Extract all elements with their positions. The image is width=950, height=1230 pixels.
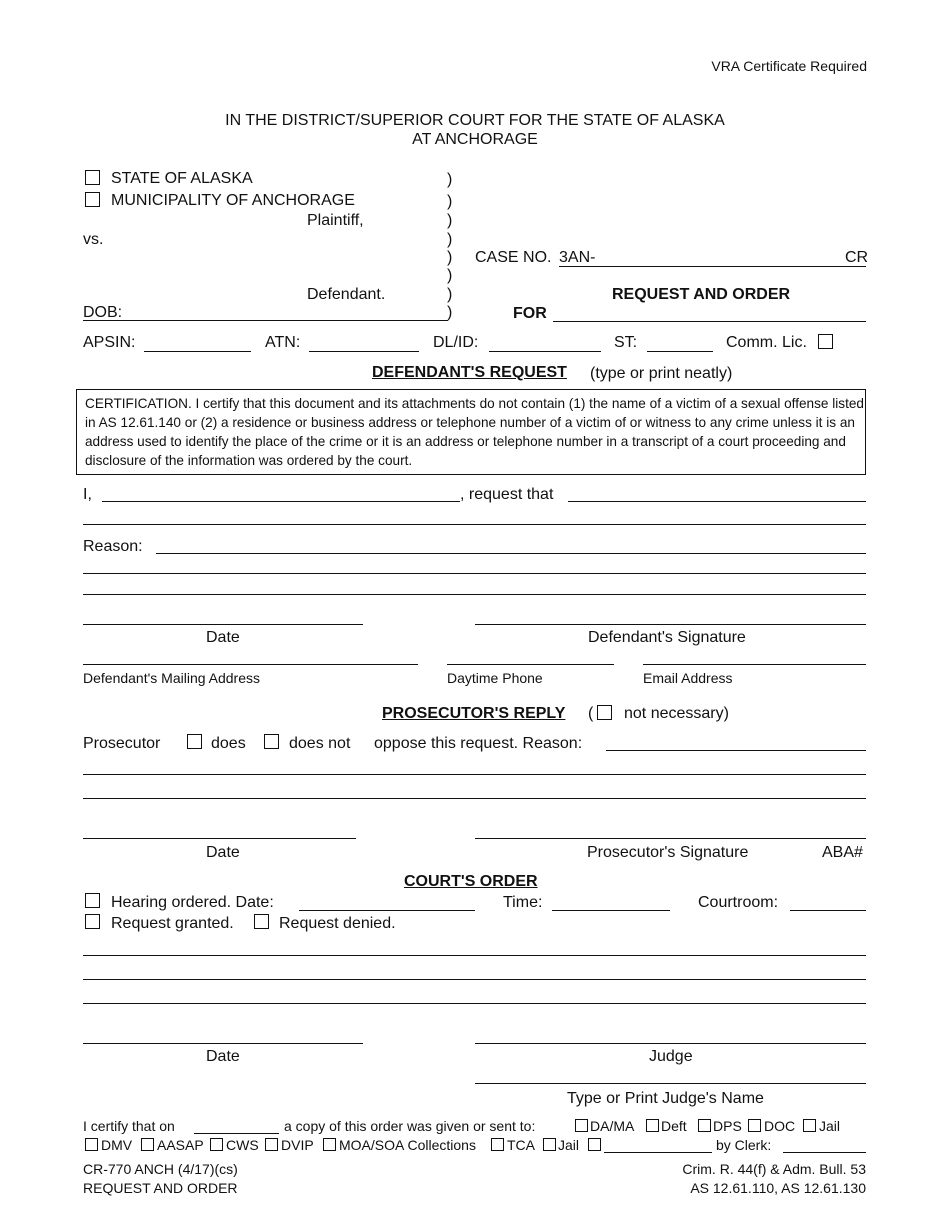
i-label: I, [83,486,92,503]
aasap-label: AASAP [157,1137,204,1153]
dmv-checkbox[interactable] [85,1138,98,1151]
prosecutor-date-label: Date [206,844,240,861]
hearing-time-line[interactable] [552,910,670,911]
certify-on-label: I certify that on [83,1118,175,1134]
reason-line[interactable] [83,594,866,595]
statute-reference: AS 12.61.110, AS 12.61.130 [690,1180,866,1196]
da-ma-label: DA/MA [590,1118,635,1134]
reason-line[interactable] [83,573,866,574]
footer-form-title: REQUEST AND ORDER [83,1180,238,1196]
clerk-line[interactable] [783,1152,866,1153]
case-no-suffix: CR [845,249,869,266]
judge-name-line[interactable] [475,1083,866,1084]
court-date-label: Date [206,1048,240,1065]
request-continuation-line[interactable] [83,524,866,525]
judge-signature-line[interactable] [475,1043,866,1044]
caption-paren: ) [447,267,453,284]
prosecutor-label: Prosecutor [83,735,161,752]
defendant-label: Defendant. [307,286,386,303]
defendant-date-line[interactable] [83,624,363,625]
mailing-address-line[interactable] [83,664,418,665]
atn-line[interactable] [309,351,419,352]
moa-soa-checkbox[interactable] [323,1138,336,1151]
dmv-label: DMV [101,1137,133,1153]
hearing-ordered-checkbox[interactable] [85,893,100,908]
oppose-label: oppose this request. Reason: [374,735,583,752]
not-necessary-open-paren: ( [588,705,594,722]
aasap-checkbox[interactable] [141,1138,154,1151]
for-line[interactable] [553,321,866,322]
form-title: REQUEST AND ORDER [612,286,791,303]
court-order-line[interactable] [83,979,866,980]
courtroom-label: Courtroom: [698,894,779,911]
doc-checkbox[interactable] [748,1119,761,1132]
defendant-request-note: (type or print neatly) [590,365,733,382]
caption-paren: ) [447,286,453,303]
municipality-option-label: MUNICIPALITY OF ANCHORAGE [111,192,355,209]
caption-paren: ) [447,231,453,248]
defendant-signature-label: Defendant's Signature [588,629,746,646]
defendant-signature-line[interactable] [475,624,866,625]
mailing-address-label: Defendant's Mailing Address [83,670,260,686]
copy-sent-label: a copy of this order was given or sent to: [284,1118,536,1134]
reason-line[interactable] [156,553,866,554]
defendant-request-heading: DEFENDANT'S REQUEST [372,364,567,381]
caption-paren: ) [447,193,453,210]
court-date-line[interactable] [83,1043,363,1044]
cws-checkbox[interactable] [210,1138,223,1151]
caption-paren: ) [447,249,453,266]
dvip-checkbox[interactable] [265,1138,278,1151]
case-no-prefix: 3AN- [559,249,596,266]
court-order-heading: COURT'S ORDER [404,873,538,890]
other-recipient-line[interactable] [604,1152,712,1153]
caption-paren: ) [447,171,453,188]
doc-label: DOC [764,1118,796,1134]
request-that-label: , request that [460,486,554,503]
certification-box [76,389,866,475]
plaintiff-label: Plaintiff, [307,212,364,229]
apsin-line[interactable] [144,351,251,352]
daytime-phone-line[interactable] [447,664,614,665]
email-line[interactable] [643,664,866,665]
prosecutor-signature-line[interactable] [475,838,866,839]
request-denied-label: Request denied. [279,915,396,932]
does-not-label: does not [289,735,351,752]
prosecutor-reason-line[interactable] [606,750,866,751]
tca-checkbox[interactable] [491,1138,504,1151]
vs-label: vs. [83,231,104,248]
not-necessary-label: not necessary) [624,705,729,722]
dlid-line[interactable] [489,351,601,352]
st-label: ST: [614,334,638,351]
time-label: Time: [503,894,543,911]
jail-label: Jail [819,1118,841,1134]
case-no-label: CASE NO. [475,249,552,266]
deft-checkbox[interactable] [646,1119,659,1132]
vra-notice: VRA Certificate Required [711,58,867,74]
tca-label: TCA [507,1137,535,1153]
prosecutor-reason-line[interactable] [83,798,866,799]
defendant-name-line[interactable] [102,501,460,502]
case-number-line[interactable] [559,266,866,267]
request-granted-checkbox[interactable] [85,914,100,929]
municipality-checkbox[interactable] [85,192,100,207]
hearing-ordered-label: Hearing ordered. Date: [111,894,274,911]
moa-soa-label: MOA/SOA Collections [339,1137,476,1153]
by-clerk-label: by Clerk: [716,1137,772,1153]
not-necessary-checkbox[interactable] [597,705,612,720]
comm-lic-label: Comm. Lic. [726,334,807,351]
jail-2-checkbox[interactable] [543,1138,556,1151]
state-option-label: STATE OF ALASKA [111,170,253,187]
does-not-checkbox[interactable] [264,734,279,749]
dlid-label: DL/ID: [433,334,479,351]
cws-label: CWS [226,1137,259,1153]
prosecutor-signature-label: Prosecutor's Signature [587,844,749,861]
defendant-date-label: Date [206,629,240,646]
court-order-line[interactable] [83,1003,866,1004]
jail-2-label: Jail [558,1137,580,1153]
daytime-phone-label: Daytime Phone [447,670,543,686]
aba-number-label: ABA# [822,844,863,861]
prosecutor-date-line[interactable] [83,838,356,839]
certification-text: CERTIFICATION. I certify that this document and its attachments do not contain (1) the name of a victim of a sexual offense listed in AS 12.61.140 or (2) a residence or business address or telephone number of a victim of or witness to any crime unless it is an address used to identify the place of the crime or it is an address or telephone number in a transcript of a court proceeding and disclosure of the information was ordered by the court. [85,396,864,468]
dps-label: DPS [713,1118,742,1134]
hearing-date-line[interactable] [299,910,475,911]
court-order-line[interactable] [83,955,866,956]
judge-label: Judge [649,1048,693,1065]
for-label: FOR [513,305,547,322]
courtroom-line[interactable] [790,910,866,911]
does-label: does [211,735,246,752]
prosecutor-reply-heading: PROSECUTOR'S REPLY [382,705,566,722]
reason-label: Reason: [83,538,143,555]
request-line[interactable] [568,501,866,502]
comm-lic-checkbox[interactable] [818,334,833,349]
distribution-date-line[interactable] [194,1133,279,1134]
court-title-line1: IN THE DISTRICT/SUPERIOR COURT FOR THE STATE OF ALASKA [225,112,725,129]
st-line[interactable] [647,351,713,352]
apsin-label: APSIN: [83,334,136,351]
dob-label: DOB: [83,304,123,321]
da-ma-checkbox[interactable] [575,1119,588,1132]
jail-checkbox[interactable] [803,1119,816,1132]
atn-label: ATN: [265,334,301,351]
court-title-line2: AT ANCHORAGE [412,131,538,148]
prosecutor-reason-line[interactable] [83,774,866,775]
judge-name-label: Type or Print Judge's Name [567,1090,764,1107]
other-checkbox[interactable] [588,1138,601,1151]
does-checkbox[interactable] [187,734,202,749]
caption-paren: ) [447,304,453,321]
dps-checkbox[interactable] [698,1119,711,1132]
rule-reference: Crim. R. 44(f) & Adm. Bull. 53 [682,1161,866,1177]
request-denied-checkbox[interactable] [254,914,269,929]
deft-label: Deft [661,1118,687,1134]
email-label: Email Address [643,670,733,686]
caption-paren: ) [447,212,453,229]
request-granted-label: Request granted. [111,915,234,932]
form-number: CR-770 ANCH (4/17)(cs) [83,1161,238,1177]
dob-line[interactable] [83,320,448,321]
state-checkbox[interactable] [85,170,100,185]
dvip-label: DVIP [281,1137,314,1153]
